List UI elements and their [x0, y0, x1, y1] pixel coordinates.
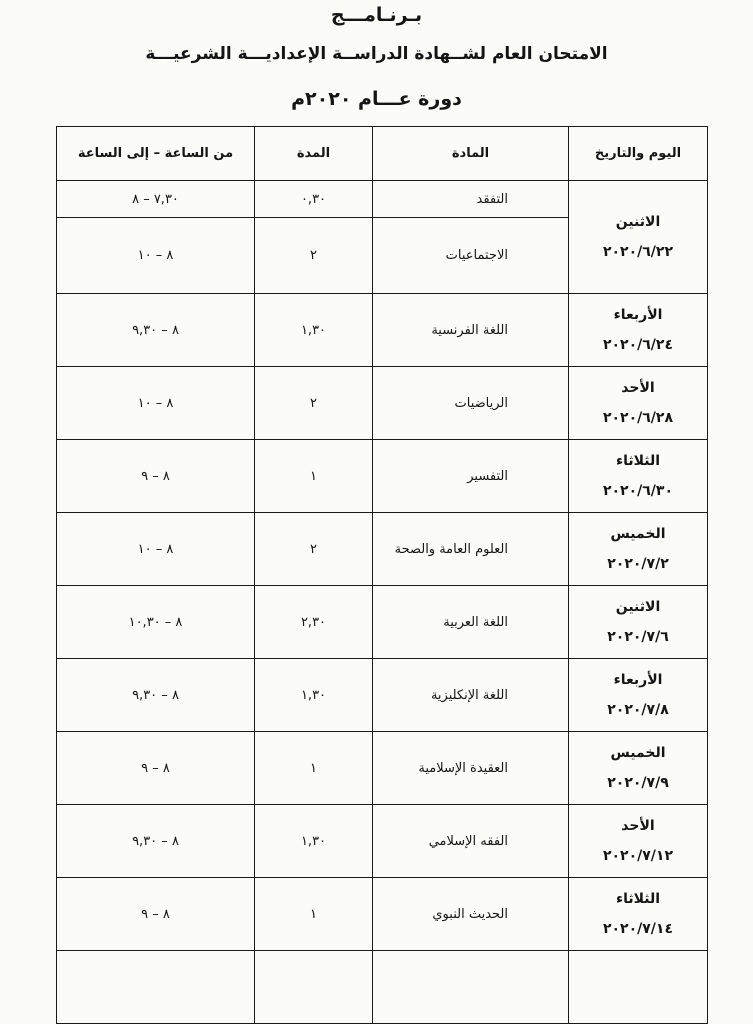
- day-name: الخميس: [610, 745, 666, 761]
- duration-cell: ٢: [255, 218, 373, 294]
- day-date: ٢٠٢٠/٦/٢٢: [602, 244, 674, 260]
- time-cell: ٨ – ٩,٣٠: [57, 659, 255, 732]
- table-row: [57, 732, 708, 805]
- day-date: ٢٠٢٠/٧/٦: [607, 629, 669, 645]
- duration-cell: ١: [255, 878, 373, 951]
- time-cell: ٨ – ٩: [57, 732, 255, 805]
- header-duration: المدة: [255, 127, 373, 181]
- day-cell: [569, 294, 708, 367]
- subject-cell: العقيدة الإسلامية: [373, 732, 569, 805]
- time-cell: ٨ – ١٠: [57, 218, 255, 294]
- subject-cell: اللغة الإنكليزية: [373, 659, 569, 732]
- day-cell: [569, 513, 708, 586]
- time-cell: ٨ – ١٠: [57, 513, 255, 586]
- time-cell: ٨ – ١٠: [57, 367, 255, 440]
- day-name: الأحد: [621, 818, 655, 834]
- exam-title: الامتحان العام لشــهادة الدراســة الإعداديـــة الشرعيـــة: [145, 44, 608, 64]
- table-row: [57, 367, 708, 440]
- table-row: [57, 805, 708, 878]
- table-row: [57, 659, 708, 732]
- duration-cell: [255, 951, 373, 1024]
- day-name: الخميس: [610, 526, 666, 542]
- day-cell: [569, 951, 708, 1024]
- session-title: دورة عـــام ٢٠٢٠م: [291, 88, 462, 110]
- day-name: الأربعاء: [613, 307, 663, 323]
- day-cell: [569, 805, 708, 878]
- duration-cell: ١,٣٠: [255, 294, 373, 367]
- duration-cell: ١: [255, 440, 373, 513]
- day-date: ٢٠٢٠/٧/٢: [607, 556, 669, 572]
- table-row: [57, 513, 708, 586]
- time-cell: ٨ – ١٠,٣٠: [57, 586, 255, 659]
- subject-cell: اللغة الفرنسية: [373, 294, 569, 367]
- exam-schedule-table: [56, 126, 708, 1024]
- day-cell: [569, 367, 708, 440]
- duration-cell: ١,٣٠: [255, 659, 373, 732]
- subject-cell: الحديث النبوي: [373, 878, 569, 951]
- day-date: ٢٠٢٠/٦/٣٠: [602, 483, 674, 499]
- subject-cell: الفقه الإسلامي: [373, 805, 569, 878]
- time-cell: ٨ – ٩,٣٠: [57, 805, 255, 878]
- table-row: [57, 181, 708, 218]
- duration-cell: ٢,٣٠: [255, 586, 373, 659]
- subject-cell: الرياضيات: [373, 367, 569, 440]
- day-date: ٢٠٢٠/٦/٢٤: [602, 337, 674, 353]
- day-date: ٢٠٢٠/٦/٢٨: [602, 410, 674, 426]
- subject-cell: [373, 951, 569, 1024]
- header-time: من الساعة – إلى الساعة: [57, 127, 255, 181]
- day-name: الأحد: [621, 380, 655, 396]
- table-row: [57, 294, 708, 367]
- day-date: ٢٠٢٠/٧/١٤: [602, 921, 674, 937]
- day-name: الأربعاء: [613, 672, 663, 688]
- day-cell: [569, 659, 708, 732]
- day-cell: [569, 181, 708, 294]
- duration-cell: ٠,٣٠: [255, 181, 373, 218]
- day-date: ٢٠٢٠/٧/٩: [607, 775, 669, 791]
- duration-cell: ١,٣٠: [255, 805, 373, 878]
- header-subject: المادة: [373, 127, 569, 181]
- subject-cell: التفسير: [373, 440, 569, 513]
- subject-cell: التفقد: [373, 181, 569, 218]
- duration-cell: ١: [255, 732, 373, 805]
- subject-cell: العلوم العامة والصحة: [373, 513, 569, 586]
- subject-cell: اللغة العربية: [373, 586, 569, 659]
- time-cell: ٧,٣٠ – ٨: [57, 181, 255, 218]
- time-cell: ٨ – ٩: [57, 440, 255, 513]
- table-row: [57, 586, 708, 659]
- day-cell: [569, 440, 708, 513]
- day-date: ٢٠٢٠/٧/١٢: [602, 848, 674, 864]
- day-name: الاثنين: [615, 599, 661, 615]
- day-name: الثلاثاء: [615, 891, 661, 907]
- day-cell: [569, 586, 708, 659]
- day-date: ٢٠٢٠/٧/٨: [607, 702, 669, 718]
- time-cell: ٨ – ٩,٣٠: [57, 294, 255, 367]
- table-row: [57, 440, 708, 513]
- day-cell: [569, 878, 708, 951]
- table-row: [57, 951, 708, 1024]
- table-row: [57, 878, 708, 951]
- subject-cell: الاجتماعيات: [373, 218, 569, 294]
- duration-cell: ٢: [255, 513, 373, 586]
- table-header-row: [57, 127, 708, 181]
- program-title: بـرنـامـــج: [330, 4, 423, 26]
- day-cell: [569, 732, 708, 805]
- time-cell: ٨ – ٩: [57, 878, 255, 951]
- time-cell: [57, 951, 255, 1024]
- header-day-date: اليوم والتاريخ: [569, 127, 708, 181]
- day-name: الثلاثاء: [615, 453, 661, 469]
- day-name: الاثنين: [615, 214, 661, 230]
- duration-cell: ٢: [255, 367, 373, 440]
